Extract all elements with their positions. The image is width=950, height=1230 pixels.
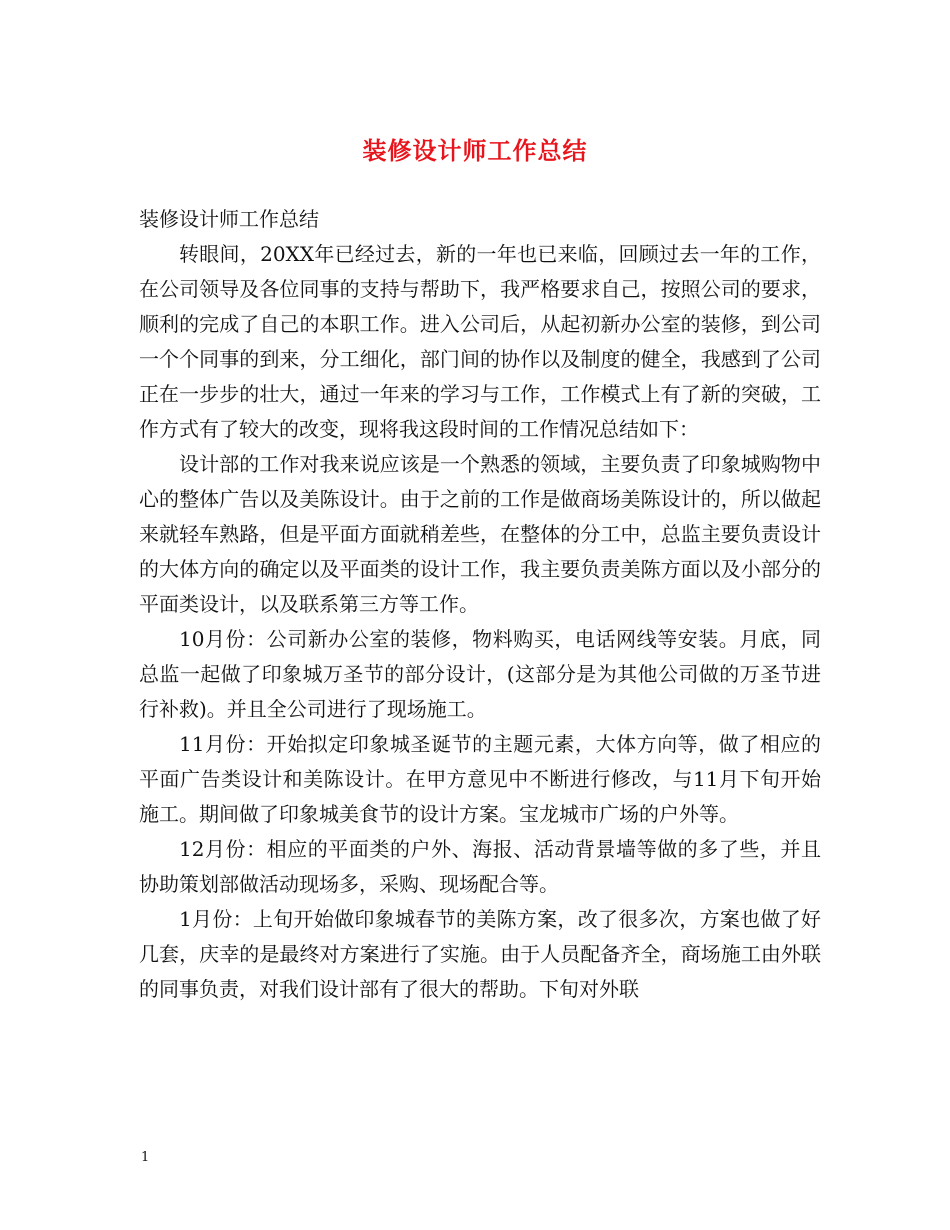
paragraph-january: 1月份：上旬开始做印象城春节的美陈方案，改了很多次，方案也做了好几套，庆幸的是最终对方案进行了实施。由于人员配备齐全，商场施工由外联的同事负责，对我们设计部有了很大的帮助。下旬对外联 [139, 907, 821, 1001]
paragraph-december: 12月份：相应的平面类的户外、海报、活动背景墙等做的多了些，并且协助策划部做活动现场多，采购、现场配合等。 [139, 837, 821, 896]
paragraph-design-dept: 设计部的工作对我来说应该是一个熟悉的领域，主要负责了印象城购物中心的整体广告以及美陈设计。由于之前的工作是做商场美陈设计的，所以做起来就轻车熟路，但是平面方面就稍差些，在整体的分工中，总监主要负责设计的大体方向的确定以及平面类的设计工作，我主要负责美陈方面以及小部分的平面类设计，以及联系第三方等工作。 [139, 452, 821, 616]
page-number: 1 [141, 1150, 150, 1165]
paragraph-november: 11月份：开始拟定印象城圣诞节的主题元素，大体方向等，做了相应的平面广告类设计和美陈设计。在甲方意见中不断进行修改，与11月下旬开始施工。期间做了印象城美食节的设计方案。宝龙城市广场的户外等。 [139, 732, 821, 826]
document-subtitle: 装修设计师工作总结 [139, 207, 319, 231]
paragraph-intro: 转眼间，20XX年已经过去，新的一年也已来临，回顾过去一年的工作，在公司领导及各位同事的支持与帮助下，我严格要求自己，按照公司的要求，顺利的完成了自己的本职工作。进入公司后，从起初新办公室的装修，到公司一个个同事的到来，分工细化，部门间的协作以及制度的健全，我感到了公司正在一步步的壮大，通过一年来的学习与工作，工作模式上有了新的突破，工作方式有了较大的改变，现将我这段时间的工作情况总结如下： [139, 242, 821, 441]
paragraph-october: 10月份：公司新办公室的装修，物料购买，电话网线等安装。月底，同总监一起做了印象城万圣节的部分设计，(这部分是为其他公司做的万圣节进行补救)。并且全公司进行了现场施工。 [139, 627, 821, 721]
document-title: 装修设计师工作总结 [362, 136, 588, 165]
document-body [139, 202, 821, 1007]
